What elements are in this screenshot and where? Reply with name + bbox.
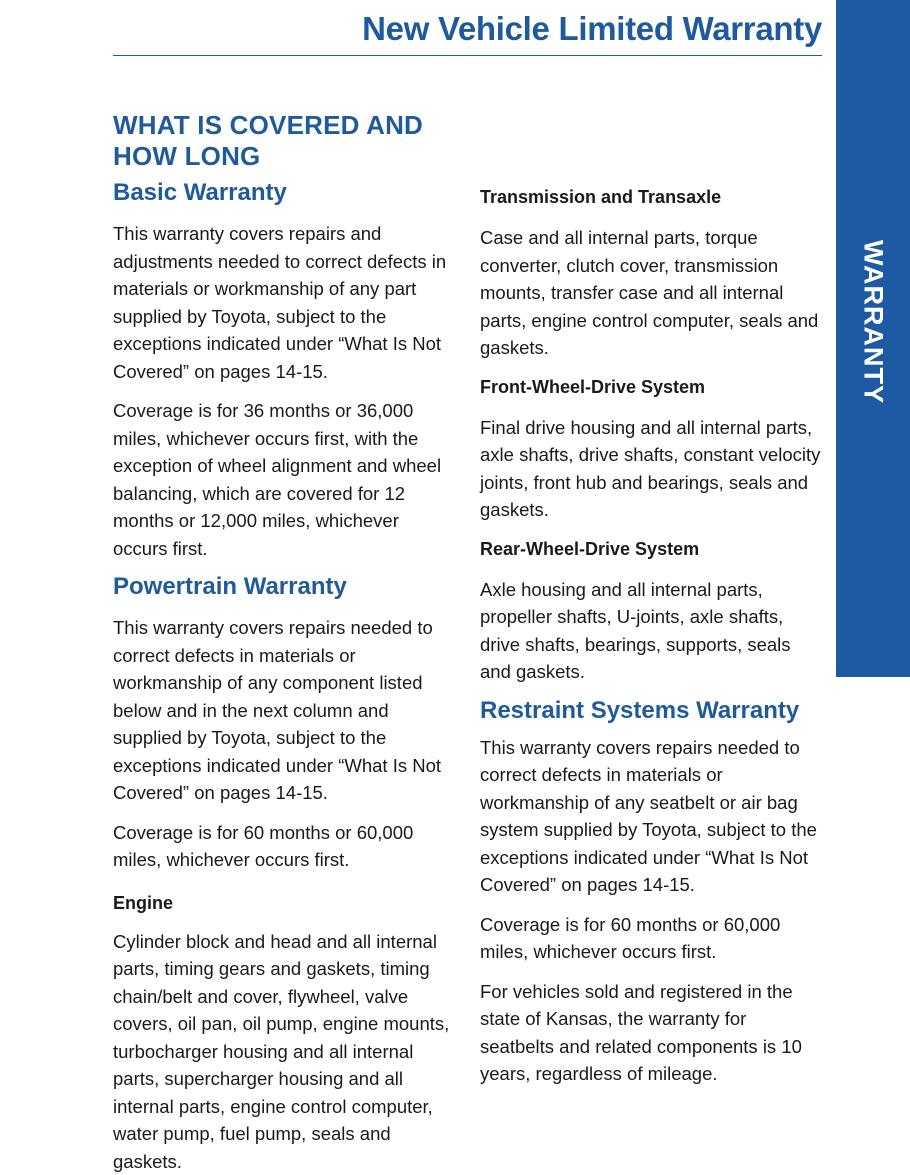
transmission-parts-paragraph: Case and all internal parts, torque converter, clutch cover, transmission mounts, transfer case and all internal parts, engine control computer, seals and gaskets. xyxy=(480,224,825,362)
rwd-heading: Rear-Wheel-Drive System xyxy=(480,536,825,562)
fwd-parts-paragraph: Final drive housing and all internal parts, axle shafts, drive shafts, constant velocity joints, front hub and bearings, seals and gaskets. xyxy=(480,414,825,524)
section-tab xyxy=(836,0,910,677)
basic-warranty-heading: Basic Warranty xyxy=(113,178,458,208)
kansas-seatbelt-paragraph: For vehicles sold and registered in the state of Kansas, the warranty for seatbelts and related components is 10 years, regardless of mileage. xyxy=(480,978,825,1088)
right-column xyxy=(480,184,825,1088)
restraint-warranty-heading: Restraint Systems Warranty xyxy=(480,696,825,726)
main-heading: WHAT IS COVERED AND HOW LONG xyxy=(113,110,458,172)
basic-coverage-paragraph: Coverage is for 36 months or 36,000 miles, whichever occurs first, with the exception of wheel alignment and wheel balancing, which are covered for 12 months or 12,000 miles, whichever occurs first. xyxy=(113,397,458,562)
rwd-parts-paragraph: Axle housing and all internal parts, propeller shafts, U-joints, axle shafts, drive shafts, bearings, supports, seals and gaskets. xyxy=(480,576,825,686)
powertrain-coverage-paragraph: Coverage is for 60 months or 60,000 miles, whichever occurs first. xyxy=(113,819,458,874)
engine-heading: Engine xyxy=(113,890,458,916)
restraint-coverage-paragraph: Coverage is for 60 months or 60,000 miles, whichever occurs first. xyxy=(480,911,825,966)
section-tab-label: WARRANTY xyxy=(836,240,910,412)
left-column xyxy=(113,110,458,1175)
restraint-warranty-paragraph: This warranty covers repairs needed to correct defects in materials or workmanship of any seatbelt or air bag system supplied by Toyota, subject to the exceptions indicated under “What Is Not Covered” on pages 14-15. xyxy=(480,734,825,899)
powertrain-warranty-heading: Powertrain Warranty xyxy=(113,572,458,602)
fwd-heading: Front-Wheel-Drive System xyxy=(480,374,825,400)
powertrain-warranty-paragraph: This warranty covers repairs needed to correct defects in materials or workmanship of any component listed below and in the next column and supplied by Toyota, subject to the exceptions indicated under “What Is Not Covered” on pages 14-15. xyxy=(113,614,458,807)
page-title: New Vehicle Limited Warranty xyxy=(362,10,822,48)
page-header xyxy=(113,6,822,56)
engine-parts-paragraph: Cylinder block and head and all internal parts, timing gears and gaskets, timing chain/belt and cover, flywheel, valve covers, oil pan, oil pump, engine mounts, turbocharger housing and all internal parts, supercharger housing and all internal parts, engine control computer, water pump, fuel pump, seals and gaskets. xyxy=(113,928,458,1175)
transmission-heading: Transmission and Transaxle xyxy=(480,184,825,210)
basic-warranty-paragraph: This warranty covers repairs and adjustments needed to correct defects in materials or workmanship of any part supplied by Toyota, subject to the exceptions indicated under “What Is Not Covered” on pages 14-15. xyxy=(113,220,458,385)
